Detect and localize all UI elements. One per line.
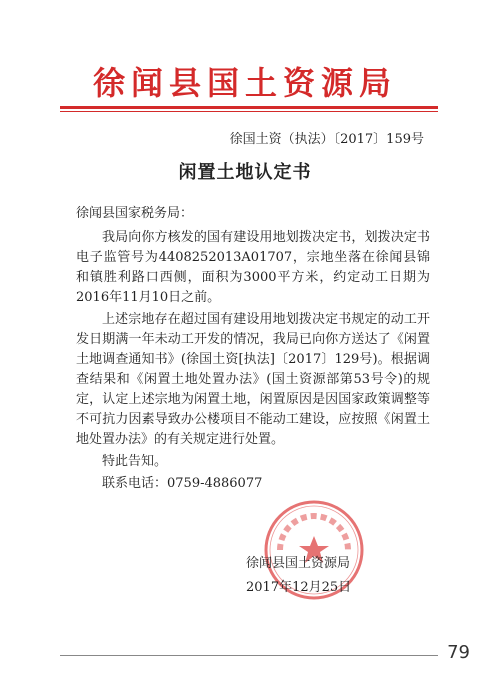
notice: 特此告知。 — [102, 454, 168, 469]
page-number: 79 — [447, 642, 470, 663]
letterhead-rule-thick — [60, 106, 438, 109]
document-title: 闲置土地认定书 — [178, 162, 312, 183]
signoff-org: 徐闻县国土资源局 — [246, 556, 351, 571]
signoff-date: 2017年12月25日 — [246, 580, 352, 595]
paragraph-2: 上述宗地存在超过国有建设用地划拨决定书规定的动工开发日期满一年未动工开发的情况，我局已向你方送达了《闲置土地调查通知书》(徐国土资[执法]〔2017〕129号)。根据调查结果和《闲置土地处置办法》(国土资源部第53号令)的规定，认定上述宗地为闲置土地，闲置原因是因国家政策调整等不可抗力因素导致办公楼项目不能动工建设，应按照《闲置土地处置办法》的有关规定进行处置。 — [76, 312, 430, 447]
contact-phone: 联系电话：0759-4886077 — [102, 476, 263, 491]
letterhead-title: 徐闻县国土资源局 — [92, 64, 397, 102]
document-body — [76, 204, 430, 496]
document-number: 徐国土资（执法）〔2017〕159号 — [229, 132, 424, 147]
addressee: 徐闻县国家税务局： — [76, 206, 194, 221]
footer-rule — [60, 655, 438, 656]
letterhead-rule-thin — [60, 111, 438, 112]
signoff — [246, 552, 351, 600]
paragraph-1: 我局向你方核发的国有建设用地划拨决定书，划拨决定书电子监管号为4408252013A01707，宗地坐落在徐闻县锦和镇胜利路口西侧，面积为3000平方米，约定动工日期为2016年11月10日之前。 — [76, 230, 430, 305]
